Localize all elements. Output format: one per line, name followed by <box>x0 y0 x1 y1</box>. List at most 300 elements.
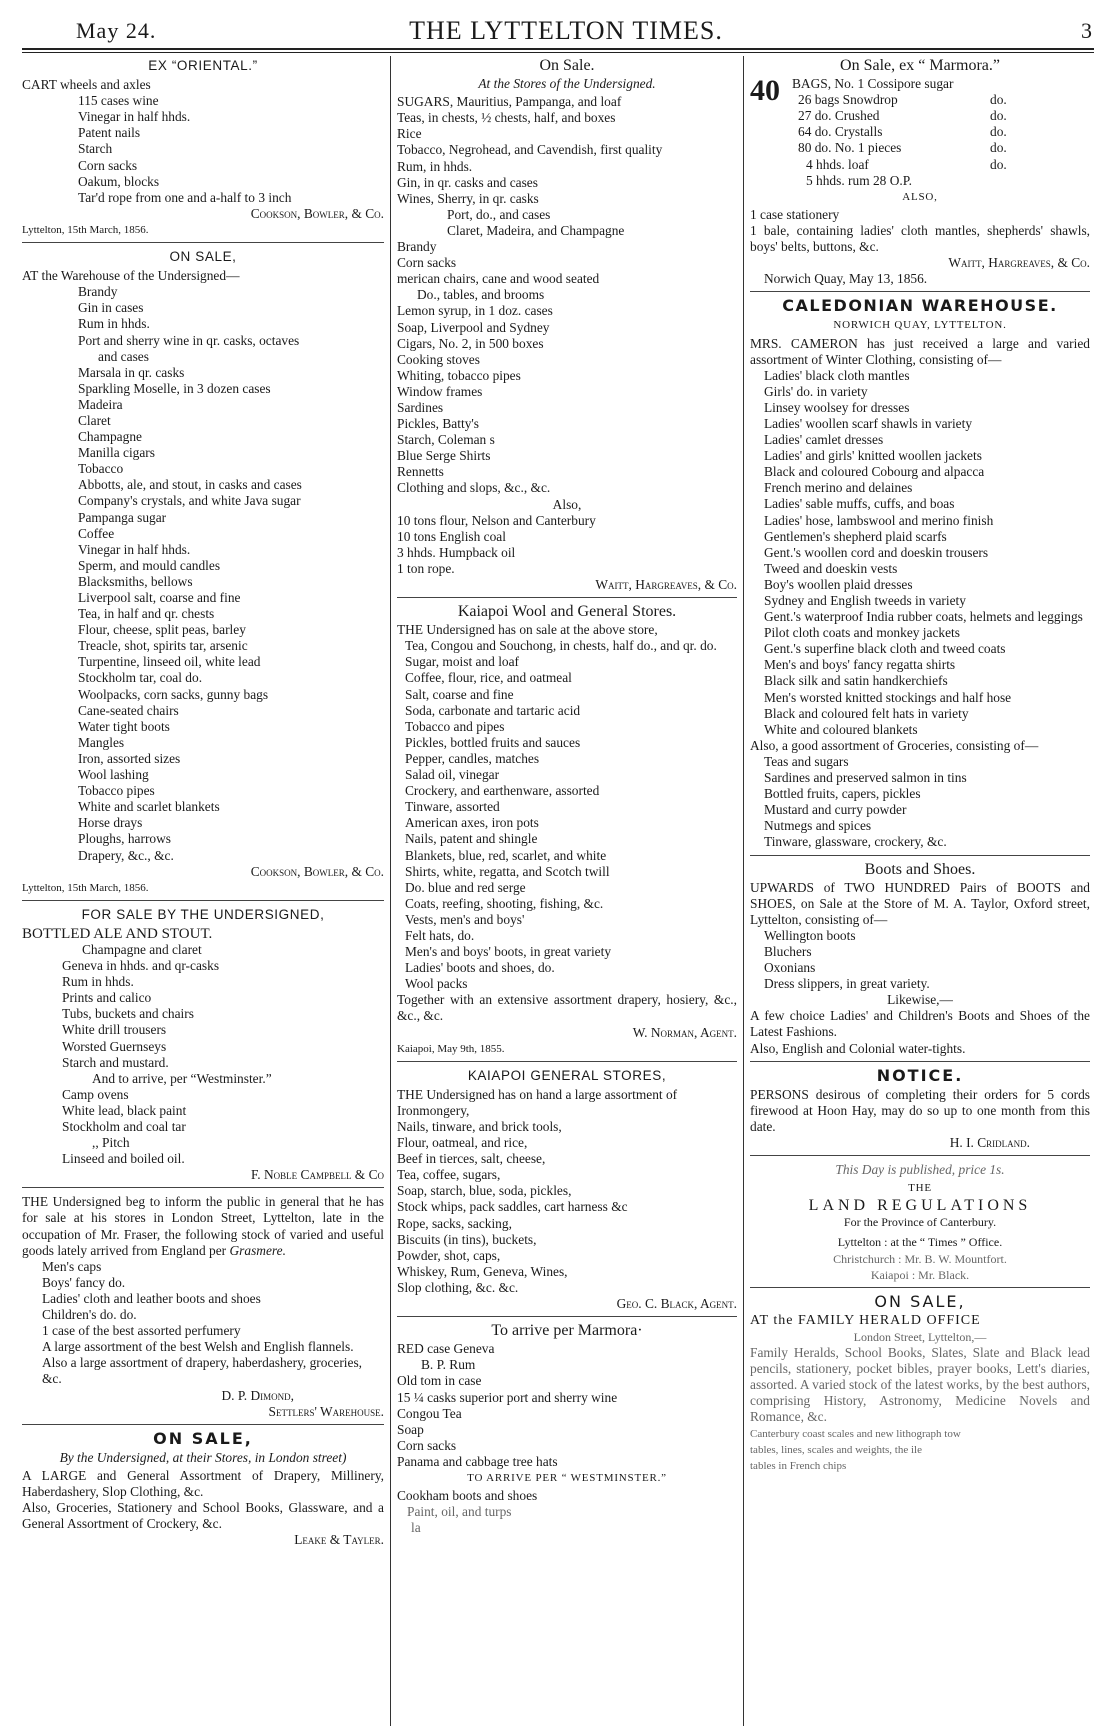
separator <box>22 242 384 243</box>
ad-date: Lyttelton, 15th March, 1856. <box>22 881 149 894</box>
row-text: 4 hhds. loaf <box>806 156 869 172</box>
list-item: Port, do., and cases <box>447 206 551 222</box>
list-item: Cigars, No. 2, in 500 boxes <box>397 335 544 351</box>
ad-tail-line: tables, lines, scales and weights, the ile <box>750 1443 922 1456</box>
list-item: Rum in hhds. <box>78 316 150 332</box>
list-item: Coats, reefing, shooting, fishing, &c. <box>405 895 604 911</box>
ad-first-line: UPWARDS of TWO HUNDRED Pairs of BOOTS and SHOES, on Sale at the Store of M. A. Taylor, Oxford street, Lyttelton, consisting of— <box>750 879 1090 927</box>
row-ditto: do. <box>990 108 1007 124</box>
row-text: 80 do. No. 1 pieces <box>798 140 902 156</box>
list-item: Ladies' black cloth mantles <box>764 367 910 383</box>
ad-heading: On Sale. <box>539 58 595 74</box>
list-item: Lemon syrup, in 1 doz. cases <box>397 303 553 319</box>
list-item: Abbotts, ale, and stout, in casks and cases <box>78 477 302 493</box>
ad-signature: D. P. Dimond, <box>221 1387 294 1403</box>
list-item: Camp ovens <box>62 1086 129 1102</box>
list-item: Champagne and claret <box>82 941 202 957</box>
list-item: Whiskey, Rum, Geneva, Wines, <box>397 1263 568 1279</box>
list-item: Ironmongery, <box>397 1102 470 1118</box>
list-item: Also a large assortment of drapery, haberdashery, groceries, &c. <box>42 1355 363 1387</box>
list-item: Panama and cabbage tree hats <box>397 1453 558 1469</box>
ad-date: Norwich Quay, May 13, 1856. <box>764 271 928 287</box>
sugar-table <box>792 76 1090 189</box>
list-item: Horse drays <box>78 815 143 831</box>
also-line: Also, a good assortment of Groceries, consisting of— <box>750 737 1039 753</box>
list-item: Old tom in case <box>397 1373 482 1389</box>
list-item: Bluchers <box>764 943 812 959</box>
ad-on-sale-stores <box>397 58 737 593</box>
ad-notice-firewood <box>750 1065 1090 1151</box>
list-item: Vinegar in half hhds. <box>78 541 191 557</box>
list-item: Oxonians <box>764 960 816 976</box>
list-item: 10 tons English coal <box>397 528 506 544</box>
list-item: Tea, Congou and Souchong, in chests, half do., and qr. do. <box>405 638 717 654</box>
item-list <box>397 110 737 496</box>
list-item: Tweed and doeskin vests <box>764 560 898 576</box>
table-row <box>792 157 1090 173</box>
list-item: Sardines and preserved salmon in tins <box>764 770 967 786</box>
ad-first-line: THE Undersigned has on sale at the above store, <box>397 622 658 638</box>
list-item: Men's and boys' fancy regatta shirts <box>764 657 956 673</box>
list-item: Pickles, bottled fruits and sauces <box>405 734 581 750</box>
list-item: Woolpacks, corn sacks, gunny bags <box>78 686 269 702</box>
ad-body <box>22 1194 384 1258</box>
list-item: Gin in cases <box>78 300 144 316</box>
list-item: 10 tons flour, Nelson and Canterbury <box>397 512 596 528</box>
list-item: Tinware, assorted <box>405 799 500 815</box>
list-item: Worsted Guernseys <box>62 1038 167 1054</box>
item-list <box>397 1103 737 1296</box>
list-item: Linsey woolsey for dresses <box>764 399 910 415</box>
list-item: Coffee, flour, rice, and oatmeal <box>405 670 572 686</box>
list-item: Tar'd rope from one and a-half to 3 inch <box>78 189 292 205</box>
list-item: Stockholm tar, coal do. <box>78 670 203 686</box>
table-row <box>792 124 1090 140</box>
list-item: Do., tables, and brooms <box>417 287 545 303</box>
list-item: Sparkling Moselle, in 3 dozen cases <box>78 380 271 396</box>
separator <box>397 1061 737 1062</box>
list-item: Linseed and boiled oil. <box>62 1151 185 1167</box>
list-item: 15 ¼ casks superior port and sherry wine <box>397 1389 618 1405</box>
list-item: Ladies' and girls' knitted woollen jackets <box>764 448 982 464</box>
ad-subheading: By the Undersigned, at their Stores, in London street) <box>59 1449 347 1465</box>
list-item: Tinware, glassware, crockery, &c. <box>764 834 947 850</box>
list-item: Starch, Coleman s <box>397 432 495 448</box>
ad-body-text: THE Undersigned beg to inform the public in general that he has for sale at his stores in London Street, Lyttelton, late in the occupation of Mr. Fraser, the following stock of varied and useful goods lately arrived from England per <box>22 1194 384 1258</box>
item-list <box>750 928 1090 992</box>
publication-title: LAND REGULATIONS <box>808 1197 1032 1215</box>
list-item: Mangles <box>78 734 125 750</box>
list-item: and cases <box>98 348 149 364</box>
list-item: Ladies' camlet dresses <box>764 432 884 448</box>
list-item: Nails, patent and shingle <box>405 831 538 847</box>
ad-heading: On Sale, ex “ Marmora.” <box>840 58 1000 74</box>
list-item: Soap, Liverpool and Sydney <box>397 319 550 335</box>
list-item: Water tight boots <box>78 718 170 734</box>
list-item: Soap, starch, blue, soda, pickles, <box>397 1183 572 1199</box>
list-item: Salt, coarse and fine <box>405 686 514 702</box>
row-ditto: do. <box>990 156 1007 172</box>
list-item: Tea, coffee, sugars, <box>397 1167 501 1183</box>
list-item: Oakum, blocks <box>78 173 160 189</box>
list-item: Window frames <box>397 383 483 399</box>
ad-to-arrive-marmora <box>397 1323 737 1536</box>
list-item: Boy's woollen plaid dresses <box>764 576 913 592</box>
list-item: Mustard and curry powder <box>764 802 907 818</box>
ad-kaiapoi-wool <box>397 604 737 1057</box>
list-item: American axes, iron pots <box>405 815 539 831</box>
list-item: Gent.'s waterproof India rubber coats, helmets and leggings <box>764 609 1083 625</box>
row-text: BAGS, No. 1 Cossipore sugar <box>792 76 954 92</box>
list-item: Men's caps <box>42 1258 102 1274</box>
masthead <box>40 14 1092 48</box>
list-item: Corn sacks <box>397 255 457 271</box>
list-item: Men's and boys' boots, in great variety <box>405 944 612 960</box>
separator <box>750 855 1090 856</box>
list-item: Ladies' sable muffs, cuffs, and boas <box>764 496 955 512</box>
list-item: 3 hhds. Humpback oil <box>397 544 516 560</box>
list-item: Drapery, &c., &c. <box>78 847 174 863</box>
list-item: Tobacco, Negrohead, and Cavendish, first quality <box>397 142 663 158</box>
list-item: Claret <box>78 412 111 428</box>
ad-first-line: AT the Warehouse of the Undersigned— <box>22 268 240 284</box>
list-item: Blue Serge Shirts <box>397 448 491 464</box>
list-item: White and scarlet blankets <box>78 799 220 815</box>
list-item: Starch <box>78 141 113 157</box>
list-item: Stockholm and coal tar <box>62 1119 186 1134</box>
location-line: Lyttelton : at the “ Times ” Office. <box>837 1235 1003 1250</box>
list-item: Tea, in half and qr. chests <box>78 606 215 622</box>
location-line: Christchurch : Mr. B. W. Mountfort. <box>833 1251 1007 1266</box>
list-item: Dress slippers, in great variety. <box>764 976 930 992</box>
list-item: Vinegar in half hhds. <box>78 109 191 125</box>
column-3 <box>750 58 1090 1728</box>
list-item: Ploughs, harrows <box>78 831 171 847</box>
ad-land-regulations <box>750 1162 1090 1283</box>
list-item: Shirts, white, regatta, and Scotch twill <box>405 863 610 879</box>
list-item: White drill trousers <box>62 1022 167 1038</box>
row-text: 5 hhds. rum 28 O.P. <box>806 172 913 188</box>
separator <box>750 1155 1090 1156</box>
list-item: Sydney and English tweeds in variety <box>764 593 966 608</box>
list-item: Ladies' cloth and leather boots and shoes <box>42 1290 261 1306</box>
ad-bottled-ale <box>22 907 384 1184</box>
list-item: Ladies' boots and shoes, do. <box>405 960 555 976</box>
ad-signature: Geo. C. Black, Agent. <box>616 1296 737 1312</box>
item-list <box>22 284 384 863</box>
also-label: ALSO, <box>902 190 938 203</box>
ad-signature: Cookson, Bowler, & Co. <box>250 863 384 879</box>
list-item: Coffee <box>78 525 115 541</box>
list-item: White and coloured blankets <box>764 721 918 737</box>
row-text: 27 do. Crushed <box>798 108 880 124</box>
list-item: Black and coloured Cobourg and alpacca <box>764 464 985 480</box>
ad-heading: Kaiapoi Wool and General Stores. <box>457 603 677 621</box>
ad-subheading: London Street, Lyttelton,— <box>853 1329 987 1344</box>
list-item: Beef in tierces, salt, cheese, <box>397 1151 546 1167</box>
publication-line: This Day is published, price 1s. <box>835 1162 1005 1178</box>
list-item: Paint, oil, and turps <box>407 1504 512 1520</box>
page-number: 3 <box>1081 18 1092 43</box>
list-item: Black and coloured felt hats in variety <box>764 705 969 721</box>
ad-first-line: THE Undersigned has on hand a large assortment of <box>397 1086 678 1102</box>
ad-kaiapoi-general <box>397 1068 737 1312</box>
ad-first-line: MRS. CAMERON has just received a large and varied assortment of Winter Clothing, consisting of— <box>750 335 1090 367</box>
item-list <box>750 368 1090 738</box>
list-item: Rice <box>397 126 422 142</box>
item-list-2 <box>750 754 1090 851</box>
ad-body: Family Heralds, School Books, Slates, Slate and Black lead pencils, stationery, pocket bibles, prayer books, Lett's diaries, assorted. A varied stock of the latest works, by the best authors, comprising History, Astronomy, Medicine Novels and Romance, &c. <box>750 1345 1090 1425</box>
ad-family-herald <box>750 1291 1090 1474</box>
item-list <box>22 1259 384 1388</box>
separator <box>750 291 1090 292</box>
item-list <box>397 1357 737 1470</box>
list-item: 1 case stationery <box>750 206 840 222</box>
list-item: B. P. Rum <box>421 1357 476 1373</box>
list-item: Pampanga sugar <box>78 509 167 525</box>
row-text: 26 bags Snowdrop <box>798 92 898 108</box>
column-divider-2 <box>743 56 744 1726</box>
list-item: Wellington boots <box>764 927 856 943</box>
separator <box>397 1316 737 1317</box>
list-item: Do. blue and red serge <box>405 879 526 895</box>
list-item: Brandy <box>78 284 118 300</box>
masthead-rule <box>22 48 1094 50</box>
ad-body-2: Also, English and Colonial water-tights. <box>750 1040 966 1056</box>
list-item: Children's do. do. <box>42 1307 137 1323</box>
row-ditto: do. <box>990 124 1007 140</box>
list-item: Manilla cigars <box>78 445 155 461</box>
list-item: Black silk and satin handkerchiefs <box>764 673 948 689</box>
sugar-block <box>750 76 1090 189</box>
list-item: 1 ton rope. <box>397 560 455 576</box>
ad-first-line: RED case Geneva <box>397 1341 495 1357</box>
list-item: Corn sacks <box>78 157 138 173</box>
also-label: Also, <box>552 496 582 512</box>
list-item: Port and sherry wine in qr. casks, octaves <box>78 332 300 348</box>
ad-tail-line: Canterbury coast scales and new lithograph tow <box>750 1427 961 1440</box>
column-1 <box>22 58 384 1728</box>
list-item: Company's crystals, and white Java sugar <box>78 493 301 509</box>
ad-leake-tayler <box>22 1428 384 1549</box>
list-item: 115 cases wine <box>78 93 159 109</box>
list-item: Marsala in qr. casks <box>78 364 185 380</box>
list-item: Salad oil, vinegar <box>405 767 500 783</box>
ad-tail-line: tables in French chips <box>750 1459 847 1472</box>
list-item: Starch and mustard. <box>62 1054 169 1070</box>
masthead-title: THE LYTTELTON TIMES. <box>409 16 723 45</box>
list-item: Men's worsted knitted stockings and half hose <box>764 689 1012 705</box>
list-item: Boys' fancy do. <box>42 1274 126 1290</box>
table-row <box>792 173 1090 189</box>
list-item: Biscuits (in tins), buckets, <box>397 1231 537 1247</box>
masthead-date: May 24. <box>76 18 157 43</box>
ad-heading: FOR SALE BY THE UNDERSIGNED, <box>81 906 325 922</box>
ad-heading: Boots and Shoes. <box>864 860 976 878</box>
list-item: Rum in hhds. <box>62 974 134 990</box>
list-item: Cane-seated chairs <box>78 702 179 718</box>
item-list-2 <box>397 1488 737 1536</box>
row-ditto <box>990 173 1090 189</box>
separator <box>22 900 384 901</box>
list-item: Stock whips, pack saddles, cart harness &c <box>397 1199 628 1215</box>
arrive-line: TO ARRIVE PER “ WESTMINSTER.” <box>467 1471 667 1484</box>
list-item: Gent.'s woollen cord and doeskin trousers <box>764 544 989 560</box>
ad-caledonian-warehouse <box>750 298 1090 850</box>
list-item: Slop clothing, &c. &c. <box>397 1279 519 1295</box>
ad-heading: CALEDONIAN WAREHOUSE. <box>782 296 1058 316</box>
list-item: Champagne <box>78 429 142 445</box>
arrive-line: And to arrive, per “Westminster.” <box>92 1070 272 1086</box>
list-item: Brandy <box>397 239 437 255</box>
list-item: Sperm, and mould candles <box>78 557 221 573</box>
list-item: Claret, Madeira, and Champagne <box>447 222 625 238</box>
table-row <box>792 140 1090 156</box>
column-divider-1 <box>390 56 391 1726</box>
the-label: THE <box>908 1182 932 1195</box>
ad-dimond <box>22 1194 384 1419</box>
list-item: Rennetts <box>397 464 444 480</box>
list-item: Rope, sacks, sacking, <box>397 1215 512 1231</box>
masthead-rule-thin <box>22 52 1094 53</box>
list-item: Gin, in qr. casks and cases <box>397 174 538 190</box>
list-item: Madeira <box>78 396 123 412</box>
list-item: Whiting, tobacco pipes <box>397 367 521 383</box>
ship-name: Grasmere. <box>229 1242 286 1258</box>
list-item: 1 case of the best assorted perfumery <box>42 1323 241 1339</box>
list-item: merican chairs, cane and wood seated <box>397 271 600 287</box>
list-item: Crockery, and earthenware, assorted <box>405 783 600 799</box>
list-item: Congou Tea <box>397 1405 462 1421</box>
ad-body: A few choice Ladies' and Children's Boots and Shoes of the Latest Fashions. <box>750 1008 1090 1040</box>
ad-first-line: SUGARS, Mauritius, Pampanga, and loaf <box>397 94 622 110</box>
ad-first-line: BOTTLED ALE AND STOUT. <box>22 925 213 942</box>
ad-signature: Leake & Tayler. <box>294 1532 384 1548</box>
separator <box>22 1424 384 1425</box>
list-item: Soda, carbonate and tartaric acid <box>405 702 581 718</box>
list-item: Teas and sugars <box>764 753 849 769</box>
list-item: French merino and delaines <box>764 480 913 496</box>
ad-heading: KAIAPOI GENERAL STORES, <box>467 1067 667 1083</box>
likewise-label: Likewise,— <box>887 992 953 1008</box>
ad-ex-oriental <box>22 58 384 238</box>
ad-first-line: CART wheels and axles <box>22 77 151 93</box>
list-item: Pepper, candles, matches <box>405 750 540 766</box>
ad-heading: ON SALE, <box>874 1291 966 1311</box>
list-item: Girls' do. in variety <box>764 383 868 399</box>
item-list-2 <box>397 513 737 577</box>
ad-subheading: At the Stores of the Undersigned. <box>478 76 656 92</box>
list-item: 1 bale, containing ladies' cloth mantles, shepherds' shawls, boys' belts, buttons, &c. <box>750 222 1090 255</box>
list-item: Vests, men's and boys' <box>405 911 525 927</box>
ad-signature: F. Noble Campbell & Co <box>250 1167 384 1183</box>
row-text: 64 do. Crystalls <box>798 124 883 140</box>
list-item: Pickles, Batty's <box>397 416 480 432</box>
list-item: Geneva in hhds. and qr-casks <box>62 958 220 974</box>
ad-first-line: AT the FAMILY HERALD OFFICE <box>750 1312 981 1328</box>
item-list <box>22 942 384 1167</box>
ad-body: Together with an extensive assortment drapery, hosiery, &c., &c., &c. <box>397 992 737 1024</box>
list-item: Bottled fruits, capers, pickles <box>764 786 921 802</box>
list-item: Sugar, moist and loaf <box>405 654 520 670</box>
ad-date: Kaiapoi, May 9th, 1855. <box>397 1042 505 1055</box>
list-item: Turpentine, linseed oil, white lead <box>78 654 261 670</box>
separator <box>750 1061 1090 1062</box>
ad-heading: NOTICE. <box>876 1065 964 1085</box>
ad-signature: W. Norman, Agent. <box>632 1024 737 1040</box>
separator <box>22 1187 384 1188</box>
list-item: Sardines <box>397 399 444 415</box>
row-ditto: do. <box>990 140 1007 156</box>
ad-heading: EX “ORIENTAL.” <box>148 58 258 73</box>
list-item: Cooking stoves <box>397 351 480 367</box>
list-item: Blacksmiths, bellows <box>78 573 193 589</box>
list-item: Flour, oatmeal, and rice, <box>397 1135 528 1151</box>
list-item: Blankets, blue, red, scarlet, and white <box>405 847 607 863</box>
list-item: Tobacco and pipes <box>405 718 505 734</box>
list-item: Tobacco pipes <box>78 783 155 799</box>
list-item: Wines, Sherry, in qr. casks <box>397 190 539 206</box>
column-2 <box>397 58 737 1728</box>
list-item: Tubs, buckets and chairs <box>62 1006 194 1022</box>
table-row <box>792 92 1090 108</box>
list-item: Ladies' woollen scarf shawls in variety <box>764 415 973 431</box>
list-item: Tobacco <box>78 461 124 477</box>
publication-subtitle: For the Province of Canterbury. <box>843 1215 997 1230</box>
list-item: Liverpool salt, coarse and fine <box>78 590 241 605</box>
row-ditto: do. <box>990 92 1007 108</box>
list-item: ,, Pitch <box>92 1135 130 1151</box>
list-item: Corn sacks <box>397 1437 457 1453</box>
list-item: Wool packs <box>405 976 468 992</box>
list-item: Wool lashing <box>78 767 149 783</box>
separator <box>750 1287 1090 1288</box>
table-row <box>792 108 1090 124</box>
row-ditto <box>990 76 1090 92</box>
ad-signature-2: Settlers' Warehouse. <box>268 1403 384 1419</box>
list-item: Teas, in chests, ½ chests, half, and boxes <box>397 110 616 126</box>
ad-ex-marmora <box>750 58 1090 287</box>
list-item: Felt hats, do. <box>405 927 475 943</box>
ad-heading: ON SALE, <box>153 1428 253 1448</box>
list-item: Nails, tinware, and brick tools, <box>397 1119 562 1134</box>
list-item: Rum, in hhds. <box>397 158 473 174</box>
list-item: la <box>411 1520 421 1536</box>
ad-signature: Waitt, Hargreaves, & Co. <box>595 577 737 592</box>
ad-date: Lyttelton, 15th March, 1856. <box>22 223 149 236</box>
list-item: A large assortment of the best Welsh and English flannels. <box>42 1339 354 1355</box>
ad-signature: Cookson, Bowler, & Co. <box>250 205 384 221</box>
list-item: Gentlemen's shepherd plaid scarfs <box>764 528 947 544</box>
ad-boots-and-shoes <box>750 862 1090 1057</box>
list-item: Pilot cloth coats and monkey jackets <box>764 625 960 641</box>
list-item: Clothing and slops, &c., &c. <box>397 480 551 496</box>
list-item: Cookham boots and shoes <box>397 1488 538 1504</box>
item-list <box>397 638 737 992</box>
ad-body: A LARGE and General Assortment of Drapery, Millinery, Haberdashery, Slop Clothing, &c. <box>22 1467 384 1499</box>
list-item: Iron, assorted sizes <box>78 750 181 766</box>
ad-subheading: NORWICH QUAY, LYTTELTON. <box>833 319 1007 332</box>
table-row <box>792 76 1090 92</box>
ad-heading: To arrive per Marmora· <box>491 1322 643 1340</box>
list-item: Patent nails <box>78 125 141 141</box>
separator <box>397 597 737 598</box>
list-item: Ladies' hose, lambswool and merino finish <box>764 512 994 528</box>
list-item: Gent.'s superfine black cloth and tweed coats <box>764 641 1006 657</box>
list-item: Nutmegs and spices <box>764 818 872 834</box>
item-list <box>22 93 384 206</box>
ad-on-sale-warehouse <box>22 249 384 896</box>
